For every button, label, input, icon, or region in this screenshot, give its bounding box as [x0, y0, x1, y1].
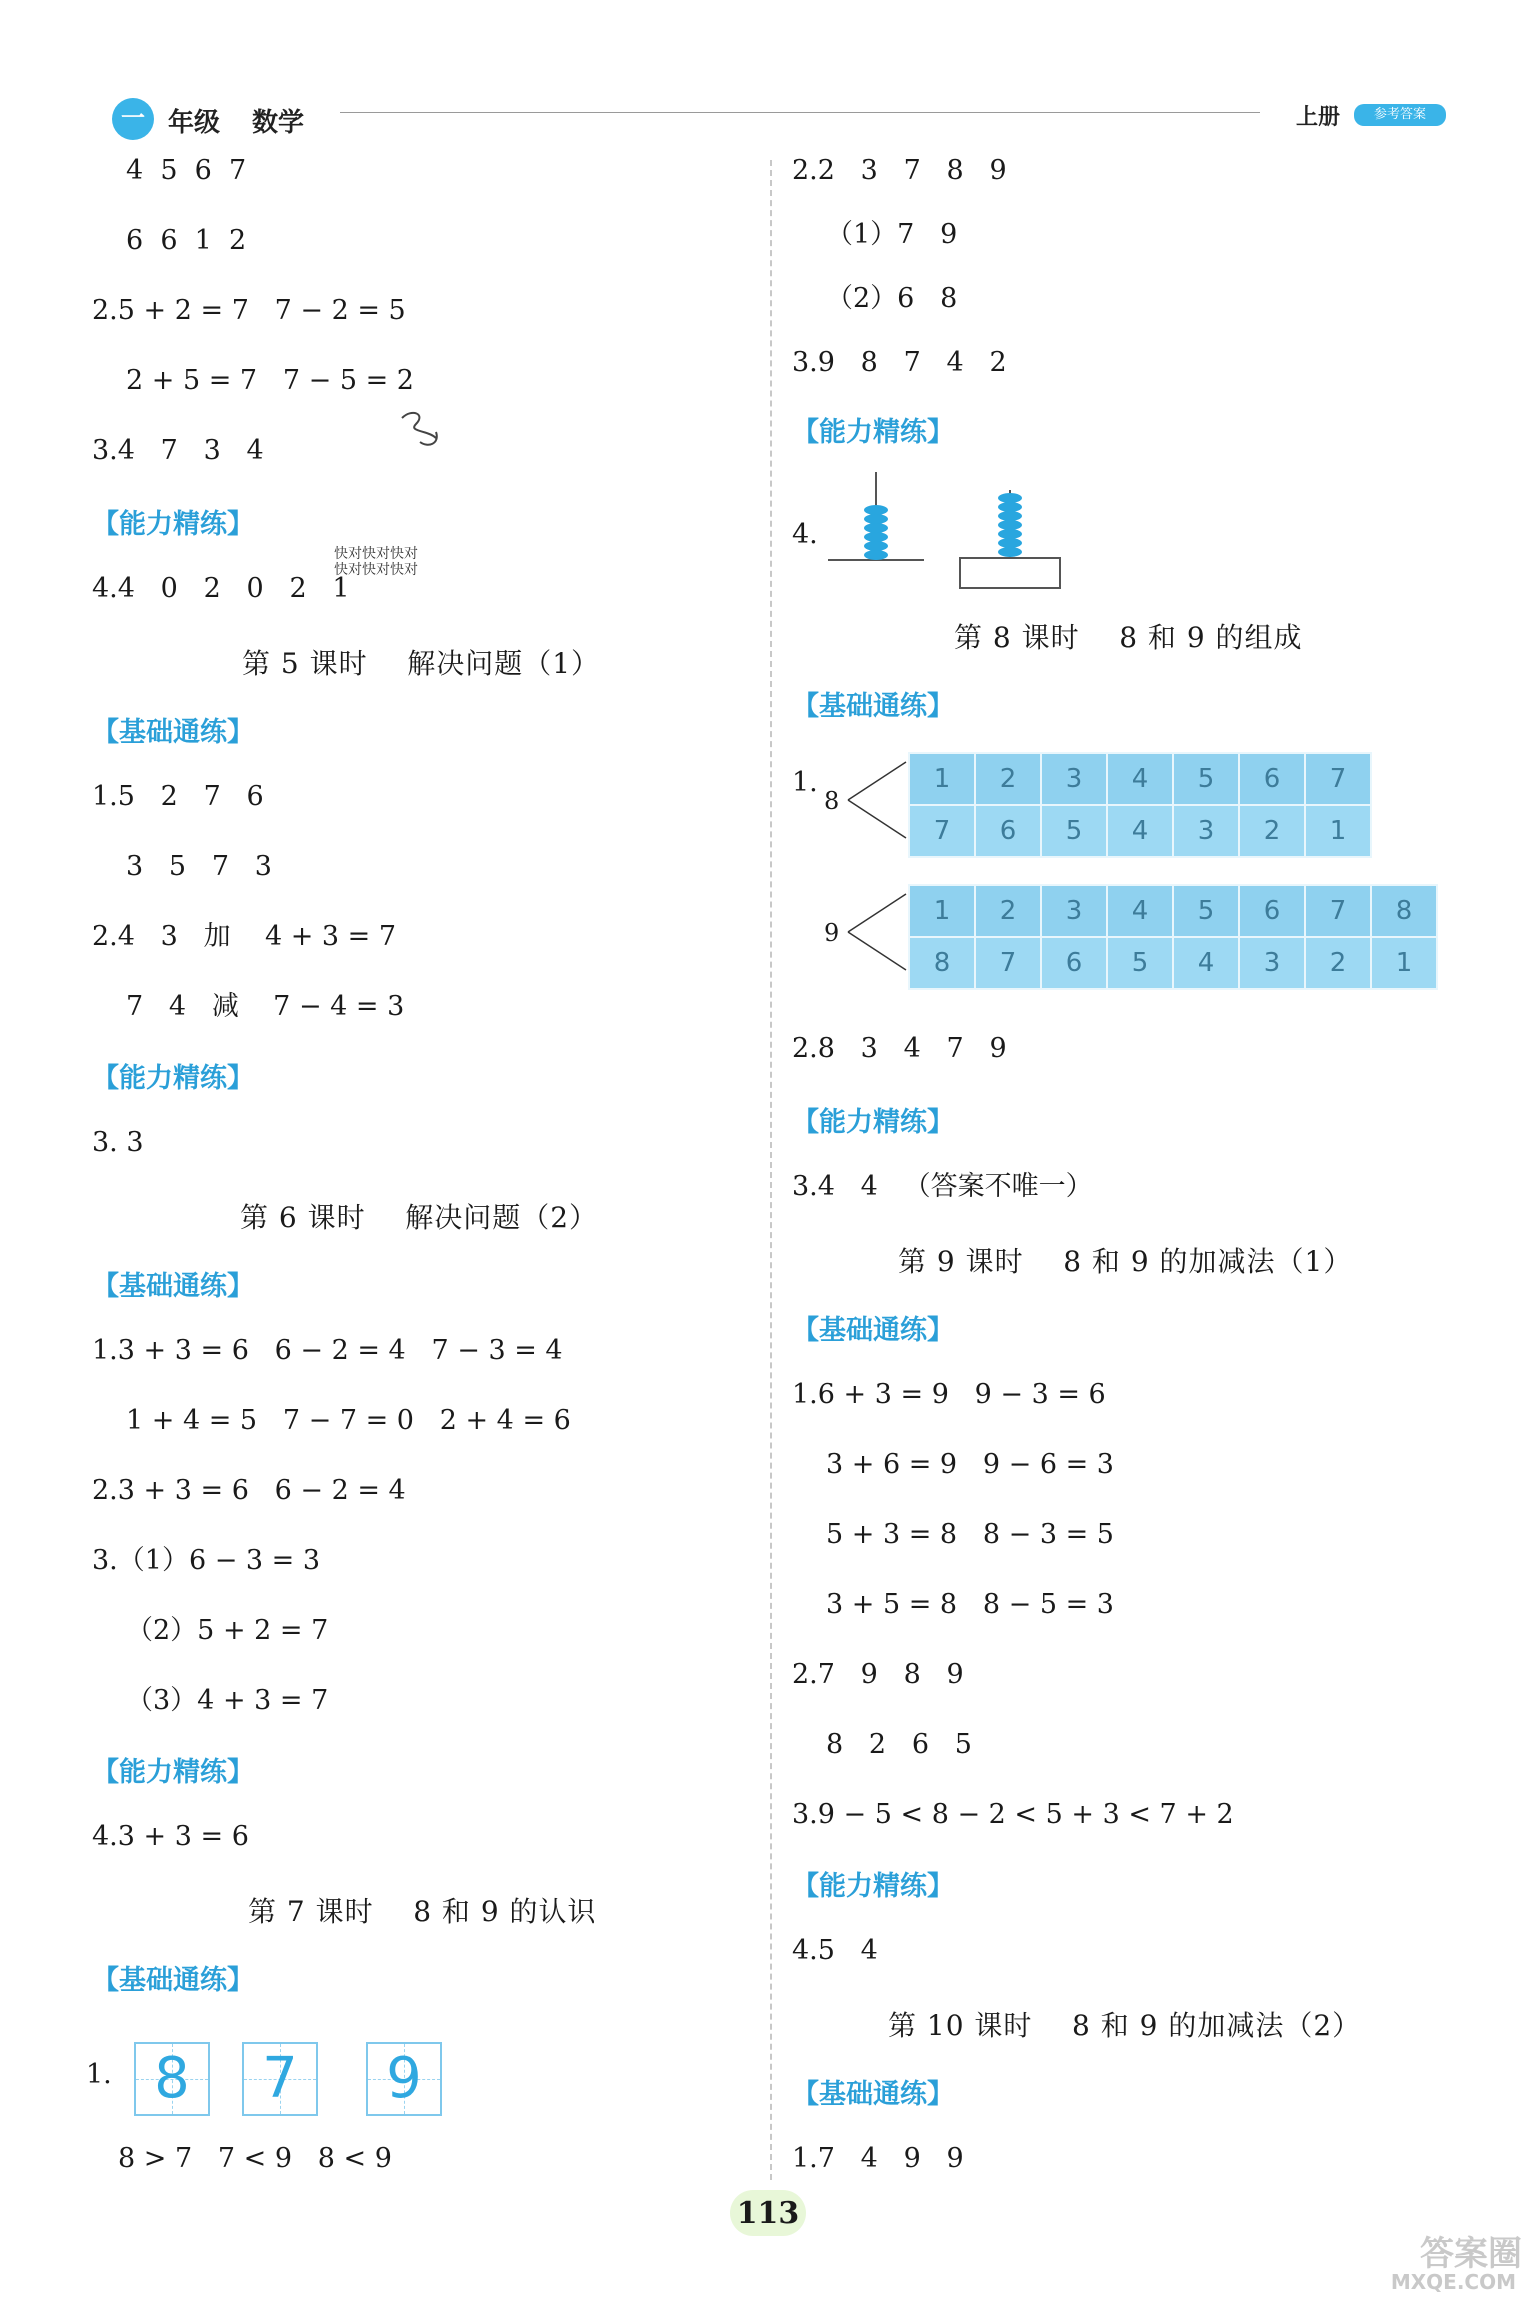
answer-line: 3.9 − 5 < 8 − 2 < 5 + 3 < 7 + 2	[792, 1799, 1234, 1830]
answer-line: 2.2 3 7 8 9	[792, 155, 1007, 186]
volume-label: 上册	[1296, 105, 1341, 130]
table-cell: 6	[1239, 885, 1305, 937]
answer-line: （2）5 + 2 = 7	[126, 1615, 329, 1646]
section-heading: 【基础通练】	[792, 691, 954, 722]
split-lines	[846, 890, 908, 974]
answer-line: 4.3 + 3 = 6	[92, 1821, 249, 1852]
lesson-title: 第 8 课时 8 和 9 的组成	[954, 621, 1303, 654]
lesson-title: 第 5 课时 解决问题（1）	[242, 647, 601, 680]
split-lines	[846, 758, 908, 842]
answer-line: 4 5 6 7	[126, 155, 247, 186]
answer-line: 1.5 2 7 6	[92, 781, 264, 812]
watermark-logo: 答案圈	[1420, 2234, 1522, 2274]
answer-line: 3.4 4 （答案不唯一）	[792, 1171, 1093, 1202]
answer-line: 3 + 6 = 9 9 − 6 = 3	[826, 1449, 1114, 1480]
section-heading: 【能力精练】	[92, 509, 254, 540]
stray-mark: 快对快对快对 快对快对快对	[334, 546, 418, 578]
table-cell: 3	[1041, 885, 1107, 937]
table-cell: 2	[975, 885, 1041, 937]
column-divider	[770, 160, 772, 2180]
composition-table-9	[908, 884, 1438, 990]
answer-line: 1.	[86, 2059, 112, 2090]
answer-line: 5 + 3 = 8 8 − 3 = 5	[826, 1519, 1114, 1550]
lesson-title: 第 6 课时 解决问题（2）	[240, 1201, 599, 1234]
answer-line: 2 + 5 = 7 7 − 5 = 2	[126, 365, 414, 396]
answer-line: 3.4 7 3 4	[92, 435, 264, 466]
table-cell: 4	[1107, 753, 1173, 805]
section-heading: 【能力精练】	[792, 417, 954, 448]
grade-label: 年级	[168, 108, 221, 138]
table-cell: 1	[909, 753, 975, 805]
table-cell: 1	[1371, 937, 1437, 989]
composition-number: 8	[824, 787, 840, 815]
section-heading: 【基础通练】	[92, 717, 254, 748]
header-rule	[340, 112, 1260, 113]
table-cell: 7	[1305, 753, 1371, 805]
watermark-url: MXQE.COM	[1390, 2270, 1516, 2294]
table-cell: 1	[909, 885, 975, 937]
table-cell: 8	[909, 937, 975, 989]
answer-line: （2）6 8	[826, 283, 958, 314]
table-cell: 5	[1107, 937, 1173, 989]
table-cell: 4	[1107, 885, 1173, 937]
answer-line: 1.7 4 9 9	[792, 2143, 964, 2174]
section-heading: 【能力精练】	[792, 1871, 954, 1902]
answer-line: 1.6 + 3 = 9 9 − 3 = 6	[792, 1379, 1106, 1410]
answer-line: 1.3 + 3 = 6 6 − 2 = 4 7 − 3 = 4	[92, 1335, 563, 1366]
answer-line: 1 + 4 = 5 7 − 7 = 0 2 + 4 = 6	[126, 1405, 571, 1436]
answer-line: 8 > 7 7 < 9 8 < 9	[118, 2143, 392, 2174]
answer-line: 4.	[792, 519, 818, 550]
table-cell: 6	[1041, 937, 1107, 989]
table-cell: 1	[1305, 805, 1371, 857]
traced-digit: 8	[154, 2046, 190, 2111]
table-cell: 5	[1041, 805, 1107, 857]
table-cell: 5	[1173, 885, 1239, 937]
grade-badge: 一	[112, 98, 154, 140]
table-cell: 3	[1173, 805, 1239, 857]
answer-line: 7 4 减 7 − 4 = 3	[126, 991, 405, 1022]
answer-line: 3 5 7 3	[126, 851, 272, 882]
answer-line: 3 + 5 = 8 8 − 5 = 3	[826, 1589, 1114, 1620]
table-cell: 4	[1107, 805, 1173, 857]
table-cell: 5	[1173, 753, 1239, 805]
section-heading: 【能力精练】	[92, 1757, 254, 1788]
scribble-icon	[396, 408, 446, 454]
table-cell: 7	[975, 937, 1041, 989]
subject-label: 数学	[252, 108, 305, 138]
section-heading: 【基础通练】	[792, 1315, 954, 1346]
section-heading: 【基础通练】	[92, 1271, 254, 1302]
answer-line: 3.9 8 7 4 2	[792, 347, 1007, 378]
answer-line: 3. 3	[92, 1127, 144, 1158]
answer-line: （3）4 + 3 = 7	[126, 1685, 329, 1716]
table-cell: 2	[1239, 805, 1305, 857]
table-cell: 3	[1239, 937, 1305, 989]
answer-line: 2.7 9 8 9	[792, 1659, 964, 1690]
table-cell: 7	[1305, 885, 1371, 937]
answer-line: 8 2 6 5	[826, 1729, 972, 1760]
answer-line: 2.3 + 3 = 6 6 − 2 = 4	[92, 1475, 406, 1506]
table-cell: 7	[909, 805, 975, 857]
tracing-box	[134, 2042, 210, 2116]
table-cell: 6	[975, 805, 1041, 857]
table-cell: 6	[1239, 753, 1305, 805]
tracing-box	[366, 2042, 442, 2116]
section-heading: 【能力精练】	[792, 1107, 954, 1138]
traced-digit: 7	[262, 2046, 298, 2111]
table-cell: 2	[1305, 937, 1371, 989]
abacus-drawing	[824, 470, 1064, 590]
traced-digit: 9	[386, 2046, 422, 2111]
table-cell: 4	[1173, 937, 1239, 989]
section-heading: 【能力精练】	[92, 1063, 254, 1094]
answer-pill: 参考答案	[1354, 104, 1446, 126]
lesson-title: 第 9 课时 8 和 9 的加减法（1）	[898, 1245, 1353, 1278]
tracing-box	[242, 2042, 318, 2116]
table-cell: 3	[1041, 753, 1107, 805]
answer-line: 6 6 1 2	[126, 225, 247, 256]
answer-line: 4.4 0 2 0 2 1	[92, 573, 350, 604]
section-heading: 【基础通练】	[792, 2079, 954, 2110]
answer-line: 2.5 + 2 = 7 7 − 2 = 5	[92, 295, 406, 326]
lesson-title: 第 7 课时 8 和 9 的认识	[248, 1895, 597, 1928]
table-cell: 8	[1371, 885, 1437, 937]
composition-table-8	[908, 752, 1372, 858]
composition-number: 9	[824, 919, 840, 947]
answer-line: 4.5 4	[792, 1935, 878, 1966]
answer-line: 2.4 3 加 4 + 3 = 7	[92, 921, 397, 952]
section-heading: 【基础通练】	[92, 1965, 254, 1996]
answer-line: 2.8 3 4 7 9	[792, 1033, 1007, 1064]
table-cell: 2	[975, 753, 1041, 805]
answer-line: 3.（1）6 − 3 = 3	[92, 1545, 321, 1576]
answer-line: （1）7 9	[826, 219, 958, 250]
lesson-title: 第 10 课时 8 和 9 的加减法（2）	[888, 2009, 1362, 2042]
page-number: 113	[736, 2196, 800, 2231]
answer-line: 1.	[792, 767, 818, 798]
